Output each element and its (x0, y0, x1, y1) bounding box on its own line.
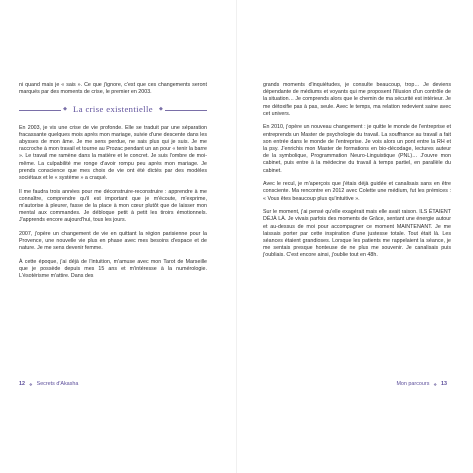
paragraph: Avec le recul, je m'aperçois que j'étais déjà guidée et canalisais sans en être consciente. Ma rencontre en 2012 avec Colette une médium, fut les prémices : « Vous êtes beaucoup plus qu'intuitive ». (263, 181, 451, 202)
heading-rule-left (19, 110, 61, 111)
running-title: Mon parcours (396, 381, 430, 387)
section-heading (19, 106, 207, 113)
paragraph: Il me faudra trois années pour me déconstruire-reconstruire : apprendre à me connaître, comprendre qu'il est important que je m'écoute, m'exprime, m'autorise à pleurer, fasse de la place à mon cœur plutôt que de laisser mon mental aux commandes. Je débloque petit à petit les tiroirs émotionnels. J'apprends encore aujourd'hui, tous les jours. (19, 188, 207, 224)
left-footer (19, 381, 78, 388)
page-number: 13 (441, 381, 447, 387)
ornament-icon: ◆ (158, 106, 163, 113)
paragraph: ni quand mais je « sais ». Ce que j'ignore, c'est que ces changements seront marqués par des moments de crise, le premier en 2003. (19, 82, 207, 96)
running-title: Secrets d'Akasha (36, 381, 79, 387)
right-text-column (263, 82, 451, 266)
section-title: La crise existentielle (73, 104, 153, 115)
right-footer (396, 381, 447, 388)
footer-ornament-icon: ❖ (29, 382, 33, 387)
paragraph: Sur le moment, j'ai pensé qu'elle exagérait mais elle avait raison. ILS ÉTAIENT DÉJÀ LÀ. Je vivais parfois des moments de Grâce, sentant une énergie autour et au-dessus de moi pour accompagner ce moment MAINTENANT. Je me laissais porter par cette inspiration d'une justesse totale. Tout était là. Les séances étaient grandioses. Lorsque les patients me rappelaient la séance, je me sentais presque honteuse de ne plus me souvenir. Je canalisais puis j'oubliais. C'est encore ainsi, j'oublie tout en 48h. (263, 209, 451, 259)
left-text-column (19, 82, 207, 287)
paragraph: À cette époque, j'ai déjà de l'intuition, m'amuse avec mon Tarot de Marseille que je possède depuis mes 15 ans et m'intéresse à la numérologie. L'ésotérisme m'attire. Dans des (19, 259, 207, 280)
heading-rule-right (165, 110, 207, 111)
paragraph: En 2003, je vis une crise de vie profonde. Elle se traduit par une séparation fracassante quelques mois après mon mariage, suivie d'une descente dans les abysses de mon âme. Je me sens perdue, ne sais plus qui je suis. Je me raccroche à mon travail et tourne au Prozac pendant un an pour « tenir la barre ». Le travail me ramène dans la matière et le concret. Je suis l'ombre de moi-même. La culpabilité me ronge d'avoir rompu peu après mon mariage. Je prends conscience que mes choix de vie ont été dictés par des modèles sociétaux et le « système » a craqué. (19, 124, 207, 182)
right-page (237, 0, 473, 473)
paragraph: En 2010, j'opère un nouveau changement : je quitte le monde de l'entreprise et entreprends un Master de psychologie du travail. La souffrance au travail a fait son entrée dans le monde de l'entreprise. Je vois alors un pont entre la RH et la psy. J'enrichis mon Master de formations en bio-décodage, lectures auteur de la symbolique, Programmation Neuro-Linguistique (PNL)… J'ouvre mon cabinet, puis entre à la médecine du travail à temps partiel, en parallèle du cabinet. (263, 124, 451, 174)
paragraph: grands moments d'inquiétudes, je consulte beaucoup, trop… Je deviens dépendante de médiums et voyants qui me proposent l'illusion d'un contrôle de la situation… Je comprends alors que le chemin de ma sécurité est intérieur. Je me détoxifie pas à pas, seule. Avec le temps, ma relation redevient saine avec cet univers. (263, 82, 451, 117)
page-number: 12 (19, 381, 25, 387)
left-page (0, 0, 236, 473)
paragraph: 2007, j'opère un changement de vie en quittant la région parisienne pour la Provence, une nouvelle vie plus en phase avec mes besoins d'espace et de nature. Je me sens devenir femme. (19, 231, 207, 252)
footer-ornament-icon: ❖ (433, 382, 437, 387)
ornament-icon: ◆ (63, 106, 68, 113)
